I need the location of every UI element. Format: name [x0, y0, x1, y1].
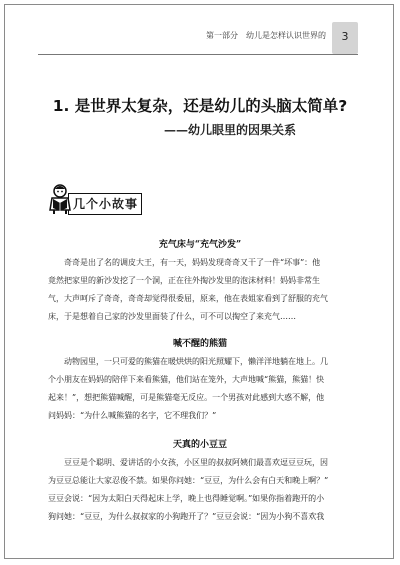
- page-number: 3: [341, 30, 349, 43]
- story-paragraph: [48, 254, 358, 326]
- running-header: [0, 20, 400, 54]
- paragraph-line: 为豆豆总能让大家忍俊不禁。如果你问她：“豆豆，为什么会有白天和晚上啊？”: [48, 476, 329, 485]
- paragraph-line: 豆豆会说：“因为太阳白天得起床上学，晚上也得睡觉啊。”如果你指着跑开的小: [48, 494, 325, 503]
- section-badge: [46, 183, 146, 215]
- paragraph-line: 起来！”，想把熊猫喊醒，可是熊猫毫无反应。一个男孩对此感到大惑不解，他: [48, 393, 325, 402]
- story-title: 天真的小豆豆: [172, 440, 227, 450]
- paragraph-line: 问妈妈：“为什么喊熊猫的名字，它不理我们？”: [48, 411, 217, 420]
- story-paragraph: [48, 454, 358, 526]
- story-paragraph: [48, 353, 358, 425]
- page-number-tab: [332, 22, 358, 54]
- paragraph-line: 动物园里，一只可爱的熊猫在暖烘烘的阳光照耀下，懒洋洋地躺在地上。几: [64, 357, 328, 366]
- paragraph-line: 竟然把家里的新沙发挖了一个洞，正在往外掏沙发里的泡沫材料！妈妈非常生: [48, 276, 320, 285]
- paragraph-line: 床，于是想着自己家的沙发里面装了什么，可不可以掏空了来充气……: [48, 312, 296, 321]
- chapter-subtitle: ——幼儿眼里的因果关系: [163, 123, 296, 137]
- section-label: 几个小故事: [73, 197, 139, 211]
- paragraph-line: 奇奇是出了名的调皮大王，有一天，妈妈发现奇奇又干了一件“坏事”：他: [64, 258, 321, 267]
- story-title: 喊不醒的熊猫: [172, 339, 227, 349]
- reading-child-icon: [46, 183, 76, 215]
- paragraph-line: 个小朋友在妈妈的陪伴下来看熊猫，他们站在笼外，大声地喊“熊猫，熊猫！快: [48, 375, 325, 384]
- chapter-title: 1. 是世界太复杂，还是幼儿的头脑太简单?: [52, 97, 348, 115]
- paragraph-line: 气，大声呵斥了奇奇，奇奇却觉得很委屈，原来，他在表姐家看到了舒服的充气: [48, 294, 328, 303]
- story-title: 充气床与“充气沙发”: [158, 240, 242, 250]
- running-title: 第一部分 幼儿是怎样认识世界的: [206, 31, 326, 40]
- paragraph-line: 狗问她：“豆豆，为什么叔叔家的小狗跑开了？”豆豆会说：“因为小狗不喜欢我: [48, 512, 325, 521]
- header-rule: [38, 54, 358, 55]
- paragraph-line: 豆豆是个聪明、爱讲话的小女孩，小区里的叔叔阿姨们最喜欢逗豆豆玩，因: [64, 458, 328, 467]
